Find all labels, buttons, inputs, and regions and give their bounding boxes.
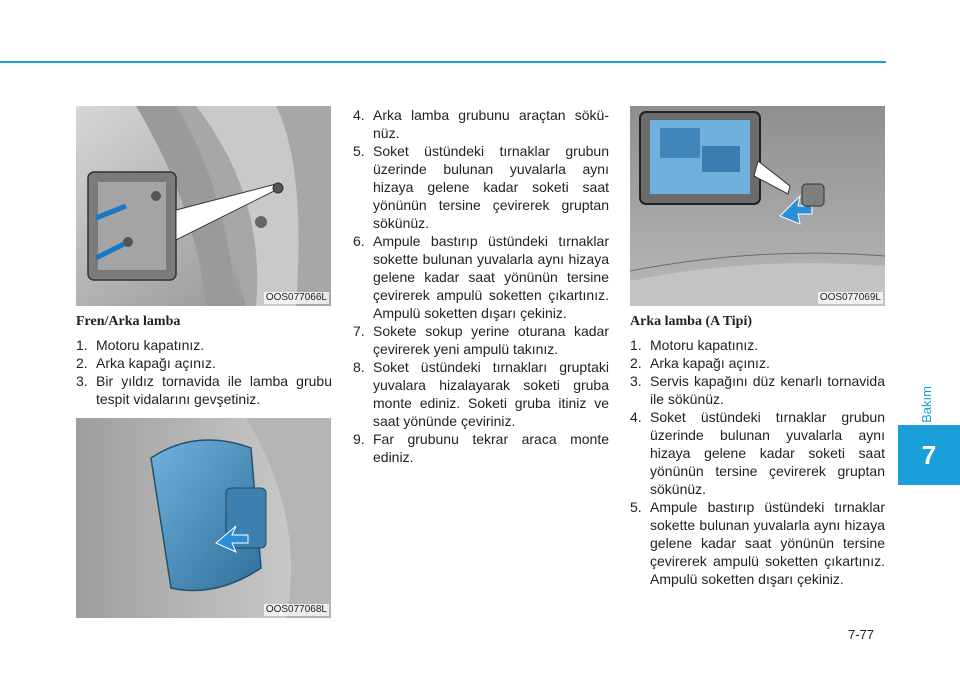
list-item: 2. Arka kapağı açınız. (630, 355, 770, 371)
list-item: 1. Motoru kapatınız. (630, 337, 759, 353)
lamp-screws-illustration (76, 106, 331, 306)
page-number: 7-77 (848, 627, 875, 642)
figure-socket-removal (76, 418, 331, 618)
list-item: 5. Soket üstündeki tırnaklar grubun üzerinde bulunan yuvalarla aynı hizaya gelene kadar soketi saat yönünün tersine çevirerek gruptan sökünüz. (353, 143, 609, 231)
list-item: 9. Far grubunu tekrar araca monte ediniz. (353, 431, 609, 465)
steps-list-bulb-replacement (353, 106, 609, 466)
list-item: 8. Soket üstündeki tırnakları gruptaki yuvalara hizalayarak soketi gruba monte ediniz. Soketi gruba itiniz ve saat yönünde çeviriniz. (353, 359, 609, 429)
steps-list-stop-tail (76, 336, 332, 408)
section-side-label (911, 384, 941, 424)
figure-lamp-screws (76, 106, 331, 306)
list-item: 1. Motoru kapatınız. (76, 337, 205, 353)
figure-code: OOS077069L (819, 292, 881, 303)
service-cover-illustration (630, 106, 885, 306)
list-item: 4. Arka lamba grubunu araçtan sökünüz. (353, 107, 609, 141)
list-item: 4. Soket üstündeki tırnaklar grubun üzerinde bulunan yuvalarla aynı hizaya gelene kadar soketi saat yönünün tersine çevirerek gruptan sökünüz. (630, 409, 885, 497)
figure-code: OOS077066L (265, 292, 327, 303)
steps-list-type-a (630, 336, 885, 588)
section-heading-type-a: Arka lamba (A Tipi) (630, 314, 753, 329)
list-item: 2. Arka kapağı açınız. (76, 355, 216, 371)
list-item: 6. Ampule bastırıp üstündeki tırnaklar sokette bulunan yuvalarla aynı hizaya gelene kadar saat yönünün tersine çevirerek ampulü soketten çıkartınız. Ampulü soketten dışarı çekiniz. (353, 233, 609, 321)
header-rule (0, 61, 886, 63)
list-item: 3. Servis kapağını düz kenarlı tornavida ile sökünüz. (630, 373, 885, 407)
list-item: 5. Ampule bastırıp üstündeki tırnaklar sokette bulunan yuvalarla aynı hizaya gelene kadar saat yönünün tersine çevirerek ampulü soketten çıkartınız. Ampulü soketten dışarı çekiniz. (630, 499, 885, 587)
list-item: 3. Bir yıldız tornavida ile lamba grubu tespit vidalarını gevşetiniz. (76, 373, 332, 407)
section-heading-stop-tail: Fren/Arka lamba (76, 314, 181, 329)
figure-code: OOS077068L (265, 604, 327, 615)
section-side-label-text: Bakım (918, 385, 934, 423)
socket-removal-illustration (76, 418, 331, 618)
list-item: 7. Sokete sokup yerine oturana kadar çevirerek yeni ampulü takınız. (353, 323, 609, 357)
figure-service-cover (630, 106, 885, 306)
chapter-tab: 7 (898, 425, 960, 485)
